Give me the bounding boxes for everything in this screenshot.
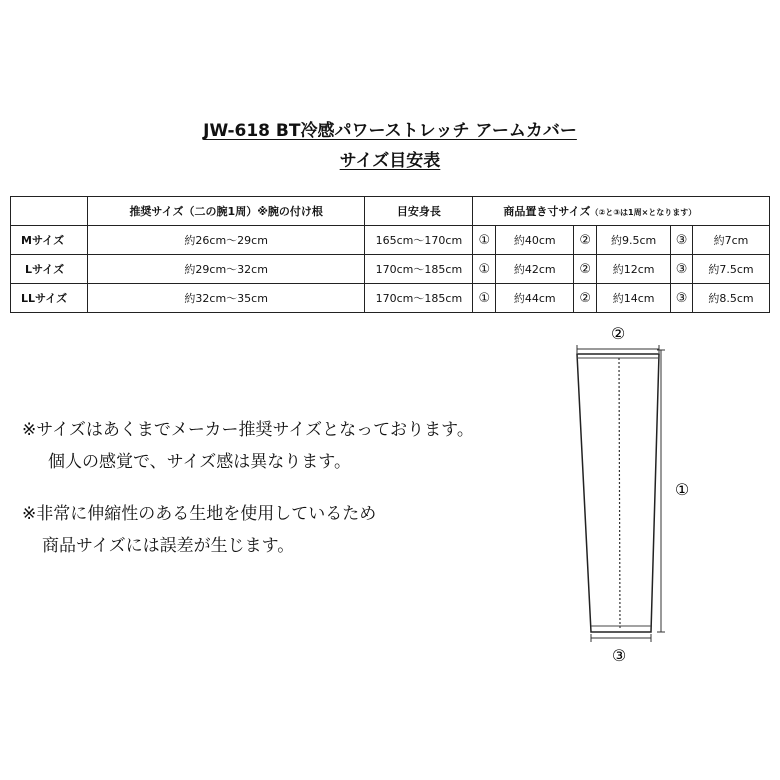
cell-height: 170cm〜185cm <box>365 255 473 284</box>
cell-height: 165cm〜170cm <box>365 226 473 255</box>
cell-recommended: 約26cm〜29cm <box>87 226 365 255</box>
note1-line1: ※サイズはあくまでメーカー推奨サイズとなっております。 <box>22 420 474 440</box>
cell-recommended: 約29cm〜32cm <box>87 255 365 284</box>
table-row <box>11 226 770 255</box>
note-size-recommendation <box>22 414 474 478</box>
cell-top-width: 約14cm <box>597 284 671 313</box>
cell-top-width: 約9.5cm <box>597 226 671 255</box>
cell-length: 約44cm <box>496 284 574 313</box>
note2-line2: 商品サイズには誤差が生じます。 <box>42 536 295 556</box>
cell-mark-3: ③ <box>671 226 693 255</box>
diagram-label-side: ① <box>674 480 690 499</box>
header-product-note: （②と③は1周×となります） <box>590 208 697 217</box>
cell-mark-2: ② <box>574 284 597 313</box>
header-product-size <box>473 197 770 226</box>
arm-cover-diagram <box>560 320 720 670</box>
cell-mark-2: ② <box>574 255 597 284</box>
size-table <box>10 196 770 313</box>
cell-mark-3: ③ <box>671 284 693 313</box>
table-header-row <box>11 197 770 226</box>
cell-length: 約40cm <box>496 226 574 255</box>
row-label: Mサイズ <box>11 226 88 255</box>
table-row <box>11 255 770 284</box>
cell-recommended: 約32cm〜35cm <box>87 284 365 313</box>
cell-mark-3: ③ <box>671 255 693 284</box>
cell-bottom-width: 約7.5cm <box>693 255 770 284</box>
header-height: 目安身長 <box>365 197 473 226</box>
table-row <box>11 284 770 313</box>
cell-mark-1: ① <box>473 226 496 255</box>
title-product-name: JW-618 BT冷感パワーストレッチ アームカバー <box>203 121 577 141</box>
note2-line1: ※非常に伸縮性のある生地を使用しているため <box>22 504 377 524</box>
cell-height: 170cm〜185cm <box>365 284 473 313</box>
note-stretch-tolerance <box>22 498 376 562</box>
cell-mark-1: ① <box>473 255 496 284</box>
cell-length: 約42cm <box>496 255 574 284</box>
row-label: LLサイズ <box>11 284 88 313</box>
title-size-chart: サイズ目安表 <box>339 151 441 171</box>
cell-bottom-width: 約7cm <box>693 226 770 255</box>
header-recommended: 推奨サイズ（二の腕1周）※腕の付け根 <box>87 197 365 226</box>
cell-top-width: 約12cm <box>597 255 671 284</box>
row-label: Lサイズ <box>11 255 88 284</box>
header-blank <box>11 197 88 226</box>
cell-mark-2: ② <box>574 226 597 255</box>
cell-mark-1: ① <box>473 284 496 313</box>
diagram-label-bottom: ③ <box>611 646 627 665</box>
diagram-label-top: ② <box>610 324 626 343</box>
cell-bottom-width: 約8.5cm <box>693 284 770 313</box>
note1-line2: 個人の感覚で、サイズ感は異なります。 <box>48 452 351 472</box>
header-product-label: 商品置き寸サイズ <box>503 205 591 218</box>
arm-cover-outline <box>577 354 659 632</box>
